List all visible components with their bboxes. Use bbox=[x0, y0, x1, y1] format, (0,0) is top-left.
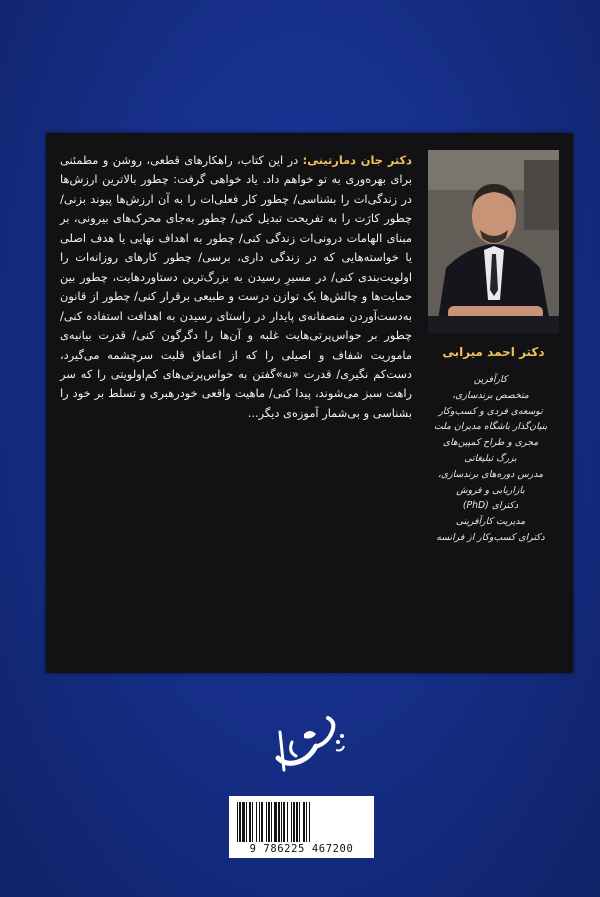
barcode-bar bbox=[274, 802, 277, 842]
barcode-bar bbox=[242, 802, 245, 842]
barcode-bar bbox=[281, 802, 282, 842]
barcode-bar bbox=[266, 802, 267, 842]
barcode-bar bbox=[278, 802, 280, 842]
barcode-bar bbox=[239, 802, 241, 842]
bio-line: مجری و طراح کمپین‌های bbox=[442, 437, 539, 449]
publisher-logo bbox=[258, 712, 348, 776]
bio-line: مدیریت کارآفرینی bbox=[455, 516, 526, 528]
isbn-number: 9 786225 467200 bbox=[249, 843, 354, 855]
barcode-bar bbox=[306, 802, 307, 842]
author-photo bbox=[428, 150, 559, 333]
isbn-barcode bbox=[229, 796, 374, 858]
barcode-bar bbox=[296, 802, 298, 842]
barcode-bar bbox=[252, 802, 253, 842]
barcode-bar bbox=[303, 802, 305, 842]
author-bio bbox=[412, 372, 569, 546]
barcode-bar bbox=[237, 802, 238, 842]
barcode-bar bbox=[259, 802, 260, 842]
barcode-bar bbox=[256, 802, 257, 842]
barcode-bar bbox=[268, 802, 270, 842]
description-lead: دکتر جان دمارتینی: bbox=[302, 153, 412, 167]
barcode-bar bbox=[271, 802, 272, 842]
bio-line: مدرس دوره‌های برندسازی، bbox=[437, 468, 544, 480]
description-text: در این کتاب، راهکارهای قطعی، روشن و مطمئنی برای بهره‌وری به تو خواهم داد. یاد خواهی گرفت: چطور بالاترین ارزش‌ها در زندگی‌ات را بشناسی/ چطور کار فعلی‌ات را به آن ارزش‌ها پیوند بزنی/ چطور کارَت را به تفریحت تبدیل کنی/ چطور به‌جای محرک‌های بیرونی، بر مبنای الهامات درونی‌ات زندگی کنی/ چطور به اهداف نهایی یا هدف اصلی یا خواسته‌هایی که در زندگی داری، برسی/ چطور کارهای روزانه‌ات را اولویت‌بندی کنی/ در مسیرِ رسیدن به بزرگ‌ترین دستاوردهایت، چطور بین حمایت‌ها و چالش‌ها یک توازن درست و طبیعی برقرار کنی/ چطور از قانون به‌دست‌آوردن منصفانه‌ی پایدار در راستای رسیدن به اهدافت استفاده کنی/ چطور بر حواس‌پرتی‌هایت غلبه و آن‌ها را دگرگون کنی/ قدرت بیانیه‌ی ماموریت شفاف و اصیلی را که از اعماق قلبت سرچشمه می‌گیرد، دست‌کم نگیری/ قدرت «نه»گفتن به حواس‌پرتی‌های کم‌اولویتی را که سر راهت سبز می‌شوند، پیدا کنی/ ماهیت واقعی خودرهبری و تسلط بر خود را بشناسی و بی‌شمار آموزه‌ی دیگر... bbox=[60, 153, 412, 420]
barcode-bar bbox=[283, 802, 285, 842]
bio-line: دکترای کسب‌وکار از فرانسه bbox=[436, 531, 545, 543]
barcode-bar bbox=[309, 802, 310, 842]
bio-line: بنیان‌گذار باشگاه مدیران ملت bbox=[433, 421, 548, 433]
bio-line: توسعه‌ی فردی و کسب‌وکار bbox=[438, 405, 543, 417]
barcode-bar bbox=[261, 802, 263, 842]
barcode-bar bbox=[246, 802, 247, 842]
barcode-bar bbox=[291, 802, 292, 842]
barcode-bar bbox=[299, 802, 300, 842]
bio-line: بازاریابی و فروش bbox=[456, 484, 525, 496]
bio-line: کارآفرین bbox=[473, 374, 508, 385]
barcode-bar bbox=[287, 802, 288, 842]
barcode-bar bbox=[249, 802, 251, 842]
bio-line: بزرگ تبلیغاتی bbox=[464, 452, 517, 464]
book-description bbox=[60, 151, 412, 423]
publisher-logo-icon bbox=[258, 712, 348, 776]
bio-line: دکترای (PhD) bbox=[462, 500, 519, 512]
author-name: دکتر احمد میرابی bbox=[442, 345, 545, 359]
barcode-bar bbox=[293, 802, 295, 842]
barcode-bars bbox=[235, 802, 368, 842]
bio-line: متخصص برندسازی، bbox=[452, 389, 529, 401]
